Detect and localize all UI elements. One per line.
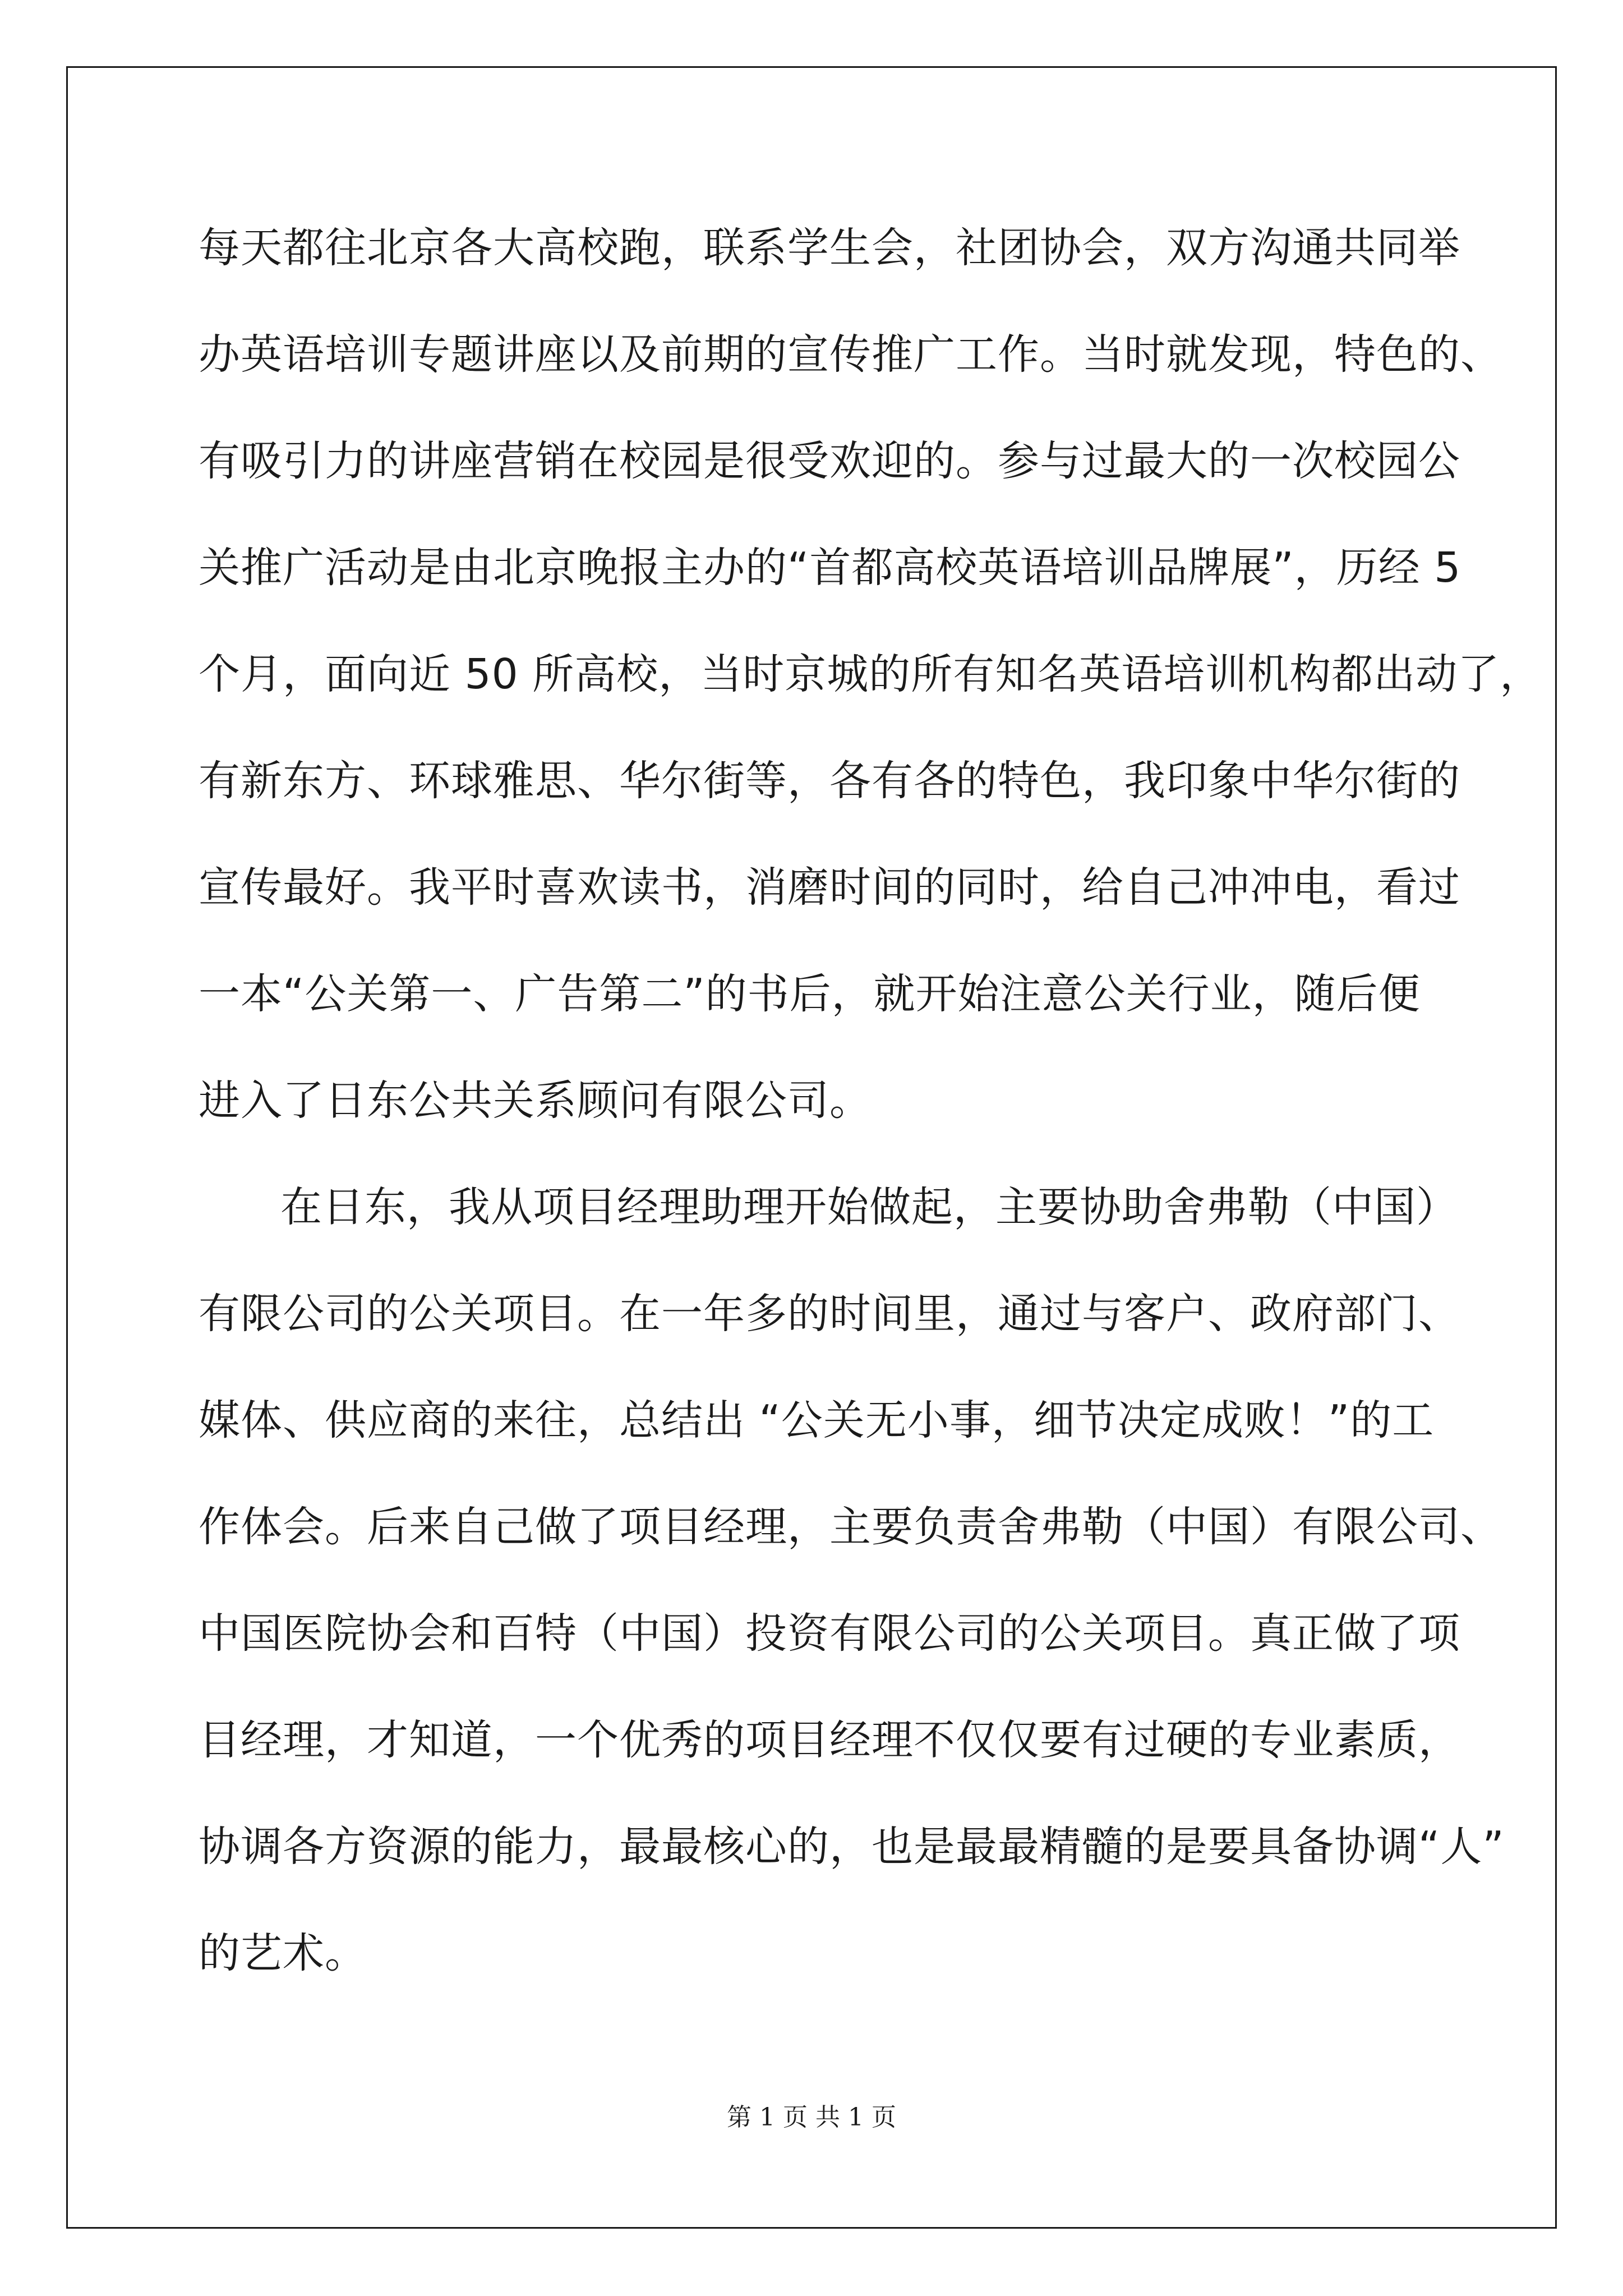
- body-text-line: 协调各方资源的能力，最最核心的，也是最最精髓的是要具备协调“人”: [199, 1823, 1505, 1871]
- body-text-line: 每天都往北京各大高校跑，联系学生会，社团协会，双方沟通共同举: [199, 224, 1460, 272]
- body-text-line: 作体会。后来自己做了项目经理，主要负责舍弗勒（中国）有限公司、: [199, 1503, 1502, 1551]
- body-text-line: 中国医院协会和百特（中国）投资有限公司的公关项目。真正做了项: [199, 1609, 1460, 1658]
- body-text-line: 宣传最好。我平时喜欢读书，消磨时间的同时，给自己冲冲电，看过: [199, 863, 1460, 912]
- body-text-line: 目经理，才知道，一个优秀的项目经理不仅仅要有过硬的专业素质，: [199, 1716, 1460, 1764]
- body-text-line: 一本“公关第一、广告第二”的书后，就开始注意公关行业，随后便: [199, 970, 1421, 1018]
- body-text-line: 有限公司的公关项目。在一年多的时间里，通过与客户、政府部门、: [199, 1290, 1460, 1338]
- body-text-line: 办英语培训专题讲座以及前期的宣传推广工作。当时就发现，特色的、: [199, 330, 1502, 379]
- body-text-line: 的艺术。: [199, 1929, 367, 1977]
- body-text-line: 有吸引力的讲座营销在校园是很受欢迎的。参与过最大的一次校园公: [199, 437, 1460, 485]
- page-border: [66, 66, 1557, 2229]
- body-text-line: 关推广活动是由北京晚报主办的“首都高校英语培训品牌展”，历经 5: [199, 544, 1461, 592]
- body-text-line: 进入了日东公共关系顾问有限公司。: [199, 1076, 872, 1125]
- body-text-line: 有新东方、环球雅思、华尔街等，各有各的特色，我印象中华尔街的: [199, 757, 1460, 805]
- paragraph-first-line: 在日东，我从项目经理助理开始做起，主要协助舍弗勒（中国）: [280, 1183, 1458, 1231]
- page-number-footer: 第 1 页 共 1 页: [727, 2103, 896, 2132]
- body-text-line: 个月，面向近 50 所高校，当时京城的所有知名英语培训机构都出动了，: [199, 650, 1542, 698]
- body-text-line: 媒体、供应商的来往，总结出 “公关无小事，细节决定成败！”的工: [199, 1396, 1435, 1444]
